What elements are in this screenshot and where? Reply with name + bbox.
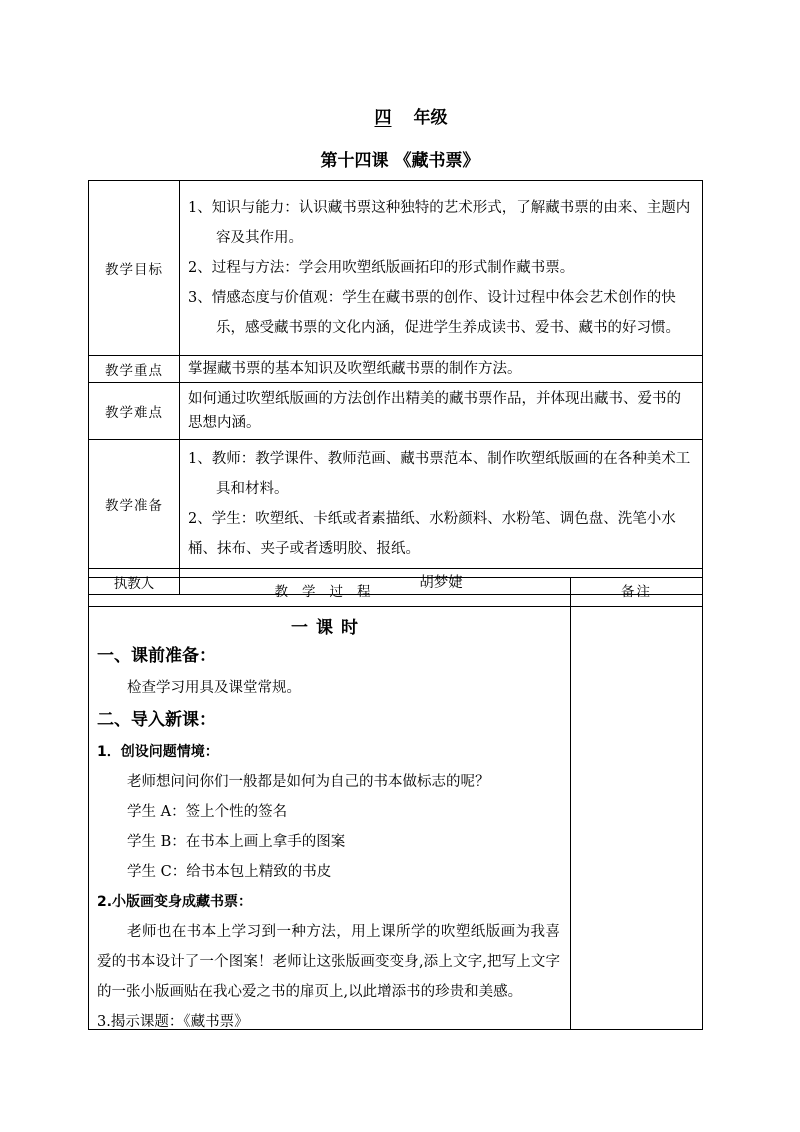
- lesson-period: 一课时: [291, 618, 366, 638]
- grade-value: 四: [374, 108, 392, 128]
- lesson-title: 第十四课 《藏书票》: [320, 151, 480, 171]
- subsection-heading: 2.小版画变身成藏书票：: [97, 894, 253, 910]
- preparation-label: 教学准备: [89, 440, 180, 569]
- teacher-label: 执教人: [89, 569, 180, 595]
- student-answer: 学生 B：在书本上画上拿手的图案: [127, 834, 346, 850]
- difficulty-content: 如何通过吹塑纸版画的方法创作出精美的藏书票作品，并体现出藏书、爱书的思想内涵。: [180, 383, 703, 440]
- section-text: 检查学习用具及课堂常规。: [127, 680, 301, 696]
- goals-label: 教学目标: [89, 181, 180, 356]
- student-answer: 学生 A：签上个性的签名: [127, 804, 288, 820]
- process-header: 教学过程: [89, 578, 571, 607]
- goal-item: 1、知识与能力：认识藏书票这种独特的艺术形式，了解藏书票的由来、主题内容及其作用。: [188, 200, 691, 246]
- column-divider: [570, 606, 571, 1029]
- subsection-paragraph: 老师也在书本上学习到一种方法，用上课所学的吹塑纸版画为我喜爱的书本设计了一个图案！老师让这张版画变变身,添上文字,把写上文字的一张小版画贴在我心爱之书的扉页上,以此增添书的珍贵和美感。: [97, 924, 560, 1000]
- prep-item: 1、教师：教学课件、教师范画、藏书票范本、制作吹塑纸版画的在各种美术工具和材料。: [188, 451, 691, 497]
- teaching-process-table: [88, 577, 703, 1030]
- process-body: [89, 607, 570, 1037]
- key-point-label: 教学重点: [89, 356, 180, 383]
- lesson-info-table: [88, 180, 703, 595]
- goal-item: 3、情感态度与价值观：学生在藏书票的创作、设计过程中体会艺术创作的快乐，感受藏书票的文化内涵，促进学生养成读书、爱书、藏书的好习惯。: [188, 290, 680, 336]
- teacher-name: 胡梦婕: [180, 569, 703, 595]
- subsection-heading: 1．创设问题情境：: [97, 744, 219, 760]
- prep-item: 2、学生：吹塑纸、卡纸或者素描纸、水粉颜料、水粉笔、调色盘、洗笔小水桶、抹布、夹子或者透明胶、报纸。: [188, 511, 676, 557]
- subsection-heading: 3.揭示课题：《藏书票》: [97, 1014, 249, 1030]
- student-answer: 学生 C：给书本包上精致的书皮: [127, 864, 332, 880]
- key-point-content: 掌握藏书票的基本知识及吹塑纸藏书票的制作方法。: [180, 356, 703, 383]
- section-heading: 二、导入新课：: [97, 710, 216, 730]
- preparation-content: [180, 440, 703, 569]
- section-heading: 一、课前准备：: [97, 646, 216, 666]
- remarks-header: 备注: [571, 578, 702, 607]
- goal-item: 2、过程与方法：学会用吹塑纸版画拓印的形式制作藏书票。: [188, 260, 575, 276]
- difficulty-label: 教学难点: [89, 383, 180, 440]
- goals-content: [180, 181, 703, 356]
- grade-heading: [0, 103, 800, 128]
- grade-suffix: 年级: [413, 108, 448, 128]
- teacher-question: 老师想问问你们一般都是如何为自己的书本做标志的呢？: [127, 774, 490, 790]
